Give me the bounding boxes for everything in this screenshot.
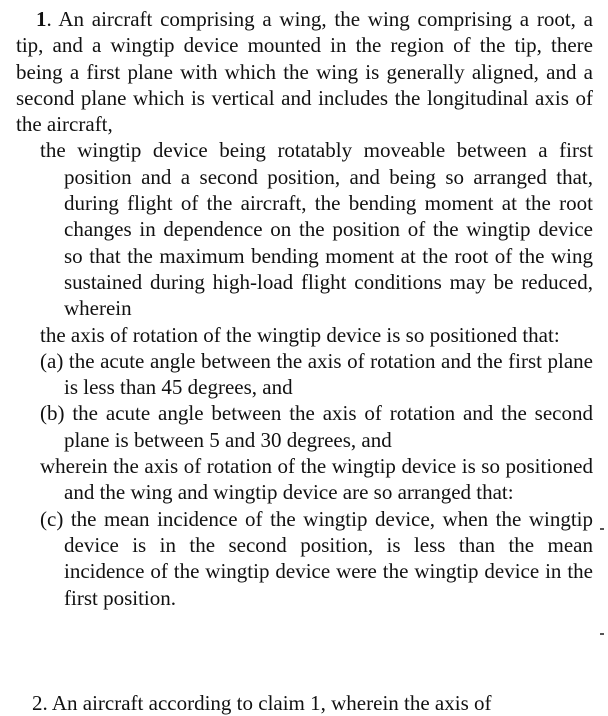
claim-clause-c: (c) the mean incidence of the wingtip device, when the wingtip device is in the second position, is less than the mean incidence of the wingtip device were the wingtip device in the first position. [40, 506, 593, 610]
claim-number: 1 [36, 7, 47, 31]
claim-1-intro [16, 6, 593, 137]
next-claim-partial: 2. An aircraft according to claim 1, wherein the axis of [32, 691, 492, 715]
claim-clause-rotatable: the wingtip device being rotatably moveable between a first position and a second position, and being so arranged that, during flight of the aircraft, the bending moment at the root changes in dependence on the position of the wingtip device so that the maximum bending moment at the root of the wing sustained during high-load flight conditions may be reduced, wherein [40, 138, 593, 321]
claim-clause-axis-position: the axis of rotation of the wingtip device is so positioned that: [40, 322, 560, 347]
claim-clause-a: (a) the acute angle between the axis of rotation and the first plane is less than 45 degrees, and [40, 348, 593, 400]
claim-intro-text: . An aircraft comprising a wing, the wing comprising a root, a tip, and a wingtip device mounted in the region of the tip, there being a first plane with which the wing is generally aligned, and a second plane which is vertical and includes the longitudinal axis of the aircraft, [16, 7, 593, 137]
claim-clause-b: (b) the acute angle between the axis of rotation and the second plane is between 5 and 30 degrees, and [40, 401, 593, 452]
margin-mark [600, 633, 604, 635]
claim-clause-arrangement: wherein the axis of rotation of the wingtip device is so positioned and the wing and wingtip device are so arranged that: [40, 454, 593, 505]
claim-text-block [16, 6, 593, 611]
margin-mark [600, 528, 604, 530]
